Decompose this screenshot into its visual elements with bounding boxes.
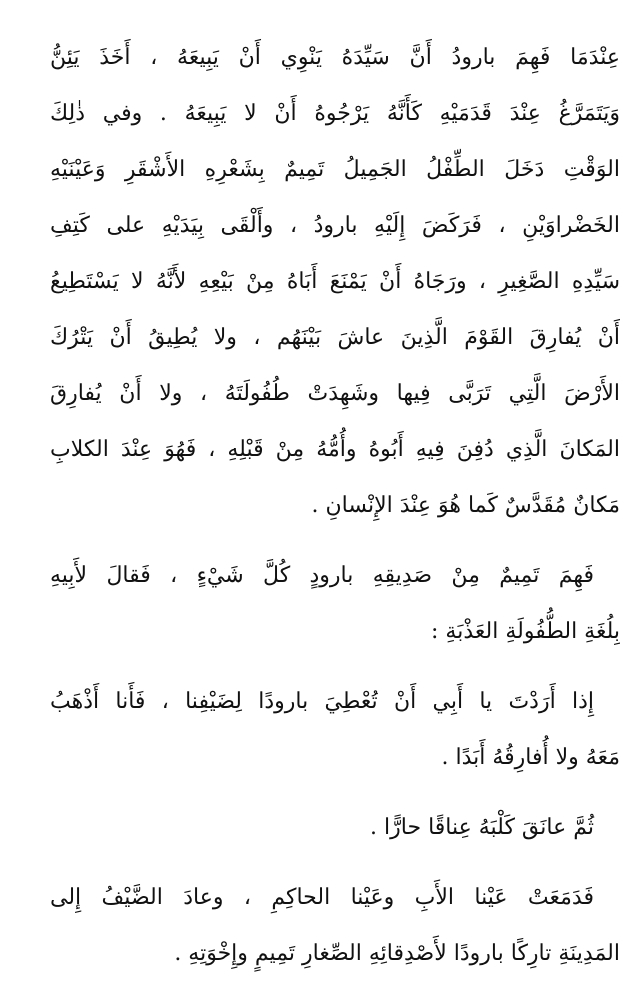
text-line: إِذا أَرَدْتَ يا أَبِي أَنْ تُعْطِيَ بارودًا لِضَيْفِنا ، فَأَنا أَذْهَبُ (50, 689, 594, 714)
paragraph-5 (50, 870, 620, 982)
text-line: المَكانَ الَّذِي دُفِنَ فِيهِ أَبُوهُ وأُمُّهُ مِنْ قَبْلِهِ ، فَهُوَ عِنْدَ الكلابِ (50, 437, 620, 462)
text-line: المَدِينَةِ تارِكًا بارودًا لأَصْدِقائِهِ الصِّغارِ تَمِيمٍ وإِخْوَتِهِ . (174, 941, 620, 966)
paragraph-gap (50, 660, 620, 674)
text-line: فَهِمَ تَمِيمٌ مِنْ صَدِيقِهِ بارودٍ كُلَّ شَيْءٍ ، فَقالَ لأَبِيهِ (50, 563, 594, 588)
book-page (50, 30, 620, 970)
text-line: أَنْ يُفارِقَ القَوْمَ الَّذِينَ عاشَ بَيْنَهُم ، ولا يُطِيقُ أَنْ يَتْرُكَ (50, 325, 620, 350)
text-line: بِلُغَةِ الطُّفُولَةِ العَذْبَةِ : (431, 619, 620, 644)
paragraph-2 (50, 548, 620, 660)
paragraph-gap (50, 786, 620, 800)
paragraph-3 (50, 674, 620, 786)
paragraph-4 (50, 800, 620, 856)
paragraph-1 (50, 30, 620, 534)
text-line: الأَرْضَ الَّتِي تَرَبَّى فِيها وشَهِدَتْ طُفُولَتَهُ ، ولا أَنْ يُفارِقَ (50, 381, 620, 406)
paragraph-gap (50, 534, 620, 548)
text-line: مَعَهُ ولا أُفارِقُهُ أَبَدًا . (441, 745, 620, 770)
text-line: ثُمَّ عانَقَ كَلْبَهُ عِناقًا حارًّا . (370, 815, 594, 840)
text-line: عِنْدَمَا فَهِمَ بارودُ أَنَّ سَيِّدَهُ يَنْوِي أَنْ يَبِيعَهُ ، أَخَذَ يَئِنُّ (50, 45, 620, 70)
text-line: الخَضْراوَيْنِ ، فَرَكَضَ إِلَيْهِ بارودُ ، وأَلْقَى بِيَدَيْهِ على كَتِفِ (50, 213, 620, 238)
text-line: الوَقْتِ دَخَلَ الطِّفْلُ الجَمِيلُ تَمِيمٌ بِشَعْرِهِ الأَشْقَرِ وَعَيْنَيْهِ (50, 157, 620, 182)
text-line: سَيِّدِهِ الصَّغِيرِ ، ورَجَاهُ أَنْ يَمْنَعَ أَبَاهُ مِنْ بَيْعِهِ لأَنَّهُ لا يَسْتَطِيعُ (50, 269, 620, 294)
text-line: مَكانٌ مُقَدَّسٌ كَما هُوَ عِنْدَ الإِنْسانِ . (311, 493, 620, 518)
text-line: وَيَتَمَرَّغُ عِنْدَ قَدَمَيْهِ كَأَنَّهُ يَرْجُوهُ أَنْ لا يَبِيعَهُ . وفي ذٰلِكَ (50, 101, 620, 126)
text-line: فَدَمَعَتْ عَيْنا الأَبِ وعَيْنا الحاكِمِ ، وعادَ الضَّيْفُ إِلى (50, 885, 594, 910)
paragraph-gap (50, 856, 620, 870)
